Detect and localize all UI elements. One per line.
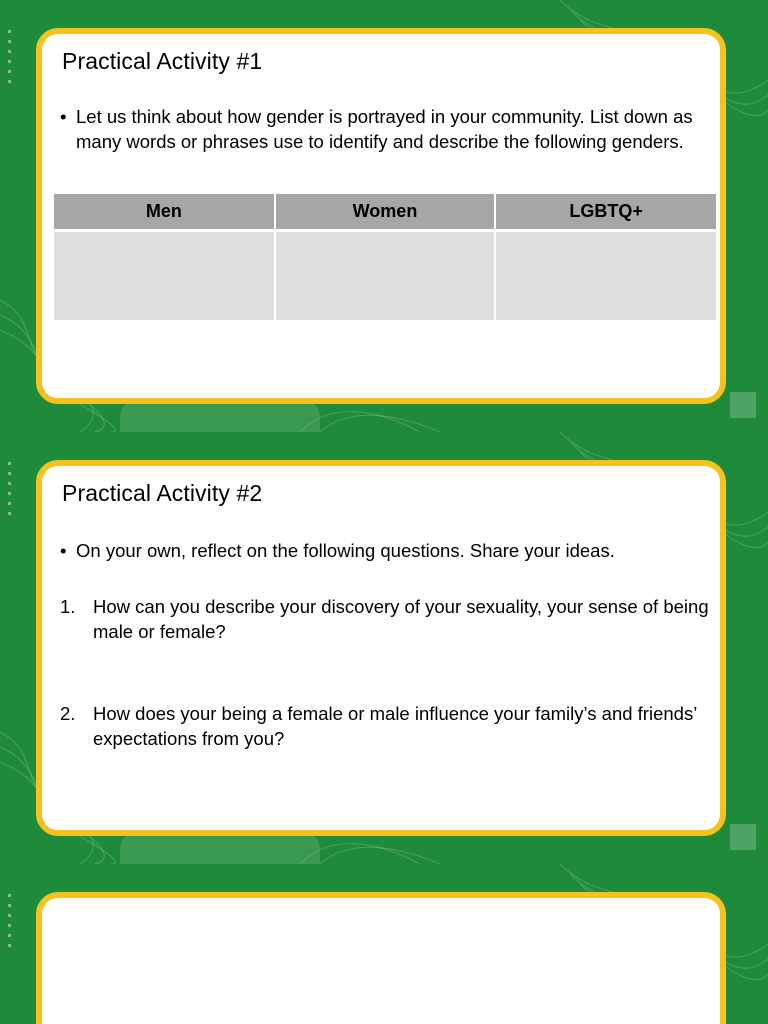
slide-3 [0,864,768,1024]
bullet-icon: • [60,540,67,561]
bullet-icon: • [60,106,67,127]
slide-1 [0,0,768,432]
activity-1-instruction [60,104,700,154]
question-1-number: 1. [60,596,76,617]
question-1-text: How can you describe your discovery of your sexuality, your sense of being male or female? [93,596,709,642]
decorative-band [120,832,320,864]
decorative-dots [8,462,20,522]
activity-1-title: Practical Activity #1 [62,48,263,74]
table-header-lgbtq: LGBTQ+ [495,194,716,231]
decorative-dots [8,894,20,954]
question-2-number: 2. [60,703,76,724]
table-header-men: Men [54,194,275,231]
activity-1-instruction-text: Let us think about how gender is portrayed in your community. List down as many words or phrases use to identify and describe the following genders. [76,106,693,152]
table-cell-women[interactable] [275,231,496,321]
activity-2-title: Practical Activity #2 [62,480,263,506]
table-cell-lgbtq[interactable] [495,231,716,321]
slide-2 [0,432,768,864]
activity-1-card [36,28,726,404]
decorative-dots [8,30,20,90]
activity-2-card [36,460,726,836]
activity-2-instruction [60,538,700,563]
activity-3-card [36,892,726,1024]
table-cell-men[interactable] [54,231,275,321]
activity-2-instruction-text: On your own, reflect on the following questions. Share your ideas. [76,540,615,561]
question-2-text: How does your being a female or male influence your family’s and friends’ expectations from you? [93,703,697,749]
question-1 [60,594,713,644]
decorative-square [730,824,756,850]
question-2 [60,701,713,751]
gender-words-table [54,194,716,320]
table-header-women: Women [275,194,496,231]
decorative-band [120,400,320,432]
decorative-square [730,392,756,418]
